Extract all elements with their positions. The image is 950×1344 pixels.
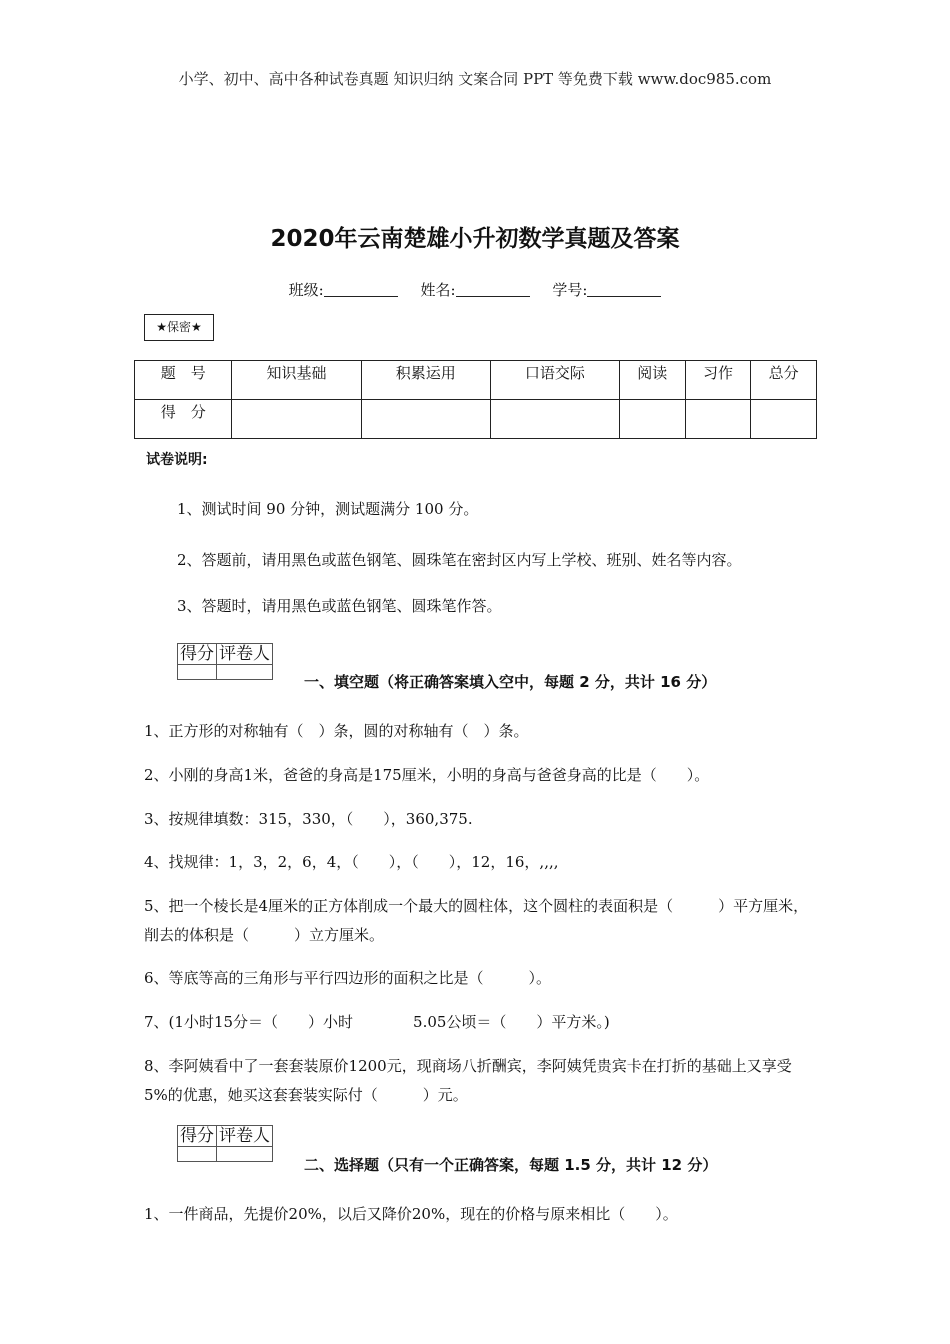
- score-table: [134, 360, 817, 439]
- grader-name-cell[interactable]: [217, 665, 273, 680]
- question-item: 5、把一个棱长是4厘米的正方体削成一个最大的圆柱体，这个圆柱的表面积是（ ）平方厘米，削去的体积是（ ）立方厘米。: [144, 897, 809, 944]
- header-cell: 习作: [685, 361, 751, 400]
- row-label-cell: 得 分: [135, 400, 232, 439]
- question-item: 4、找规律：1，3，2，6，4，（ ），（ ），12，16，,,,,: [144, 853, 559, 871]
- header-cell: 阅读: [619, 361, 685, 400]
- id-label: 学号:: [552, 281, 588, 299]
- section-2-title: 二、选择题（只有一个正确答案，每题 1.5 分，共计 12 分）: [304, 1156, 718, 1174]
- grader-score-label: 得分: [178, 1126, 217, 1147]
- score-cell[interactable]: [232, 400, 361, 439]
- secret-badge: ★保密★: [144, 314, 214, 341]
- score-table-header-row: [135, 361, 817, 400]
- class-blank[interactable]: [324, 281, 398, 297]
- header-cell: 知识基础: [232, 361, 361, 400]
- question-item: 1、一件商品，先提价20%，以后又降价20%，现在的价格与原来相比（ ）。: [144, 1205, 678, 1223]
- question-item: 3、按规律填数：315，330，（ ），360,375.: [144, 810, 473, 828]
- grader-label: 评卷人: [217, 644, 273, 665]
- grader-score-cell[interactable]: [178, 665, 217, 680]
- name-label: 姓名:: [420, 281, 456, 299]
- grader-name-cell[interactable]: [217, 1147, 273, 1162]
- instruction-item: 2、答题前，请用黑色或蓝色钢笔、圆珠笔在密封区内写上学校、班别、姓名等内容。: [177, 551, 742, 569]
- score-table-score-row: [135, 400, 817, 439]
- question-item: 6、等底等高的三角形与平行四边形的面积之比是（ ）。: [144, 969, 552, 987]
- grader-box-2: [177, 1125, 273, 1162]
- page-title: 2020年云南楚雄小升初数学真题及答案: [270, 226, 680, 252]
- header-cell: 口语交际: [490, 361, 619, 400]
- grader-score-cell[interactable]: [178, 1147, 217, 1162]
- header-banner: 小学、初中、高中各种试卷真题 知识归纳 文案合同 PPT 等免费下载 www.doc985.com: [178, 70, 772, 88]
- grader-box-1: [177, 643, 273, 680]
- instructions-heading: 试卷说明:: [146, 452, 208, 468]
- name-blank[interactable]: [456, 281, 530, 297]
- id-field: [552, 279, 661, 300]
- id-blank[interactable]: [587, 281, 661, 297]
- instruction-item: 1、测试时间 90 分钟，测试题满分 100 分。: [177, 500, 479, 518]
- instruction-item: 3、答题时，请用黑色或蓝色钢笔、圆珠笔作答。: [177, 597, 502, 615]
- question-item: 8、李阿姨看中了一套套装原价1200元，现商场八折酬宾，李阿姨凭贵宾卡在打折的基础上又享受5%的优惠，她买这套套装实际付（ ）元。: [144, 1057, 792, 1104]
- score-cell[interactable]: [751, 400, 817, 439]
- question-item: 1、正方形的对称轴有（ ）条，圆的对称轴有（ ）条。: [144, 722, 529, 740]
- question-item: 2、小刚的身高1米，爸爸的身高是175厘米，小明的身高与爸爸身高的比是（ ）。: [144, 766, 710, 784]
- header-cell: 积累运用: [361, 361, 490, 400]
- grader-score-label: 得分: [178, 644, 217, 665]
- student-info: [0, 279, 950, 300]
- class-label: 班级:: [288, 281, 324, 299]
- score-cell[interactable]: [619, 400, 685, 439]
- score-cell[interactable]: [685, 400, 751, 439]
- section-1-title: 一、填空题（将正确答案填入空中，每题 2 分，共计 16 分）: [304, 673, 717, 691]
- class-field: [289, 279, 398, 300]
- score-cell[interactable]: [361, 400, 490, 439]
- header-cell: 题 号: [135, 361, 232, 400]
- grader-label: 评卷人: [217, 1126, 273, 1147]
- score-cell[interactable]: [490, 400, 619, 439]
- name-field: [420, 279, 529, 300]
- question-item: 7、(1小时15分＝（ ）小时 5.05公顷＝（ ）平方米。): [144, 1013, 610, 1031]
- header-cell: 总分: [751, 361, 817, 400]
